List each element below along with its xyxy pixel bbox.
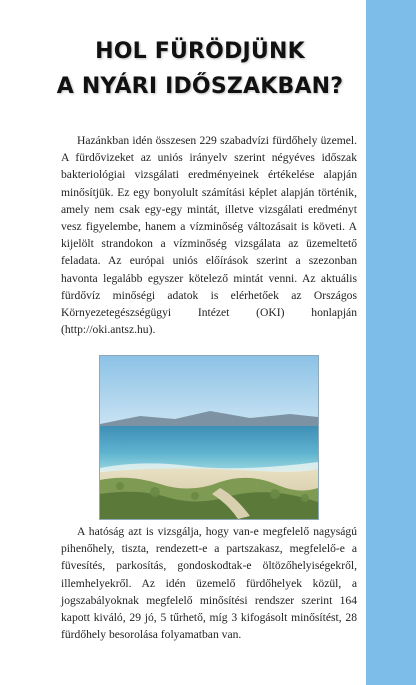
title-line-2: A NYÁRI IDŐSZAKBAN? bbox=[56, 74, 344, 99]
beach-photo bbox=[99, 355, 319, 520]
article-paragraph-2: A hatóság azt is vizsgálja, hogy van-e megfelelő nagyságú pihenőhely, tiszta, rendezett-e a partszakasz, megfelelő-e a füvesítés, parkosítás, gondoskodtak-e öltözőhelyiségekről, illemhelyekről. Az idén üzemelő fürdőhelyek közül, a jogszabályoknak megfelelő minősítési rendszer szerint 164 kapott kiváló, 29 jó, 5 tűrhető, míg 3 kifogásolt minősítést, 28 fürdőhely besorolása folyamatban van. bbox=[61, 525, 357, 642]
side-color-band bbox=[366, 0, 416, 685]
article-paragraph-1: Hazánkban idén összesen 229 szabadvízi fürdőhely üzemel. A fürdővizeket az uniós irányelv szerint négyéves időszak bakteriológiai vizsgálati eredményeinek értékelése alapján minősítjük. Ez egy bonyolult számítási képlet alapján történik, amely nem csak egy-egy mintát, illetve vizsgálati eredményt vesz figyelembe, hanem a vízminőség változásait is követi. A kijelölt strandokon a vízminőség vizsgálata az üzemeltető feladata. Az európai uniós előírások szerint a szezonban havonta legalább egyszer kötelező mintát venni. Az aktuális fürdővíz minőségi adatok is elérhetőek az Országos Környezetegészségügyi Intézet (OKI) honlapján (http://oki.antsz.hu). bbox=[61, 134, 357, 337]
article-title bbox=[30, 34, 370, 104]
title-line-1: HOL FÜRÖDJÜNK bbox=[95, 39, 305, 64]
